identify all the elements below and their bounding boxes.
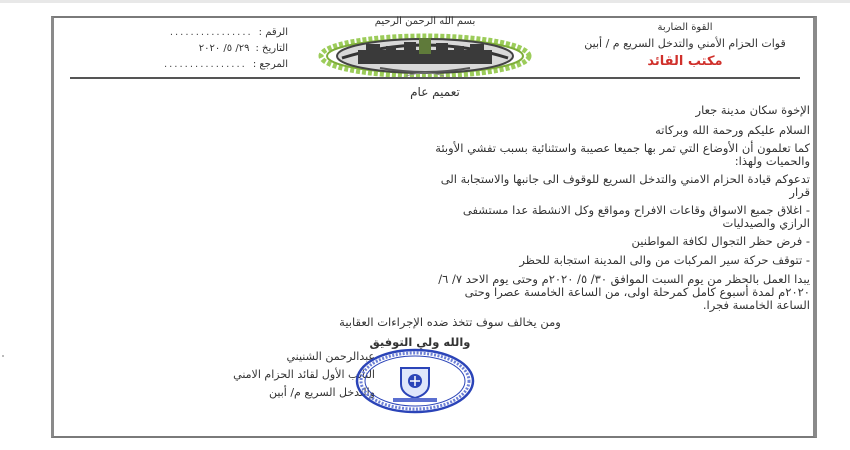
number-row (118, 25, 288, 41)
header-logo-block (318, 16, 532, 78)
warning-line: ومن يخالف سوف تتخذ ضده الإجراءات العقابية (339, 315, 561, 329)
date-label: التاريخ : (255, 43, 288, 54)
closing-line: والله ولي التوفيق (369, 335, 471, 349)
signature-block (155, 348, 375, 402)
header-divider (70, 77, 800, 79)
addressee: الإخوة سكان مدينة جعار (695, 103, 810, 117)
greeting: السلام عليكم ورحمة الله وبركاته (655, 123, 810, 137)
list-item-1-line-2: الرازي والصيدليات (722, 216, 810, 230)
list-item-2: - فرض حظر التجوال لكافة المواطنين (631, 234, 810, 248)
date-value: ٢٩/ ٥/ ٢٠٢٠ (198, 43, 250, 54)
number-value: ................ (169, 27, 253, 38)
schedule-line-2: ٢٠٢٠م لمدة أسبوع كامل كمرحلة اولى، من الساعة الخامسة عصرا وحتى (464, 285, 810, 299)
force-name: القوة الضاربة (657, 22, 713, 33)
list-item-1-line-1: - اغلاق جميع الاسواق وقاعات الافراح ومواقع وكل الانشطة عدا مستشفى (462, 203, 810, 217)
document-title: تعميم عام (410, 85, 460, 99)
call-line-2: قرار (789, 185, 810, 199)
header-left-block (118, 25, 288, 73)
office-title: مكتب القائد (647, 54, 723, 69)
signatory-title-2: والتدخل السريع م/ أبين (269, 386, 375, 399)
basmala: بسم الله الرحمن الرحيم (374, 16, 476, 27)
schedule-line-1: يبدا العمل بالحظر من يوم السبت الموافق ٣٠/ ٥/ ٢٠٢٠م وحتى يوم الاحد ٧/ ٦/ (438, 272, 810, 286)
schedule-line-3: الساعة الخامسة فجرا. (702, 298, 810, 312)
reference-label: المرجع : (252, 59, 288, 70)
list-item-3: - تتوقف حركة سير المركبات من والى المدينة استجابة للحظر (519, 253, 810, 267)
date-row (118, 41, 288, 57)
intro-line-1: كما تعلمون أن الأوضاع التي تمر بها جميعا عصيبة واستثنائية بسبب تفشي الأوبئة (435, 141, 810, 155)
top-edge-line (0, 0, 850, 3)
signatory-title-1: النائب الأول لقائد الحزام الامني (233, 368, 375, 381)
forces-title: قوات الحزام الأمني والتدخل السريع م / أبين (584, 37, 786, 50)
number-label: الرقم : (258, 27, 288, 38)
signatory-name: عبدالرحمن الشنيني (286, 350, 375, 363)
header-right-block (560, 22, 810, 69)
reference-row (118, 57, 288, 73)
official-stamp-icon (355, 348, 475, 414)
intro-line-2: والحميات ولهذا: (734, 154, 810, 168)
call-line-1: تدعوكم قيادة الحزام الامني والتدخل السريع للوقوف الى جانبها والاستجابة الى (440, 172, 810, 186)
margin-speck (2, 355, 4, 357)
forces-emblem-logo (318, 16, 532, 78)
reference-value: ................ (163, 59, 247, 70)
